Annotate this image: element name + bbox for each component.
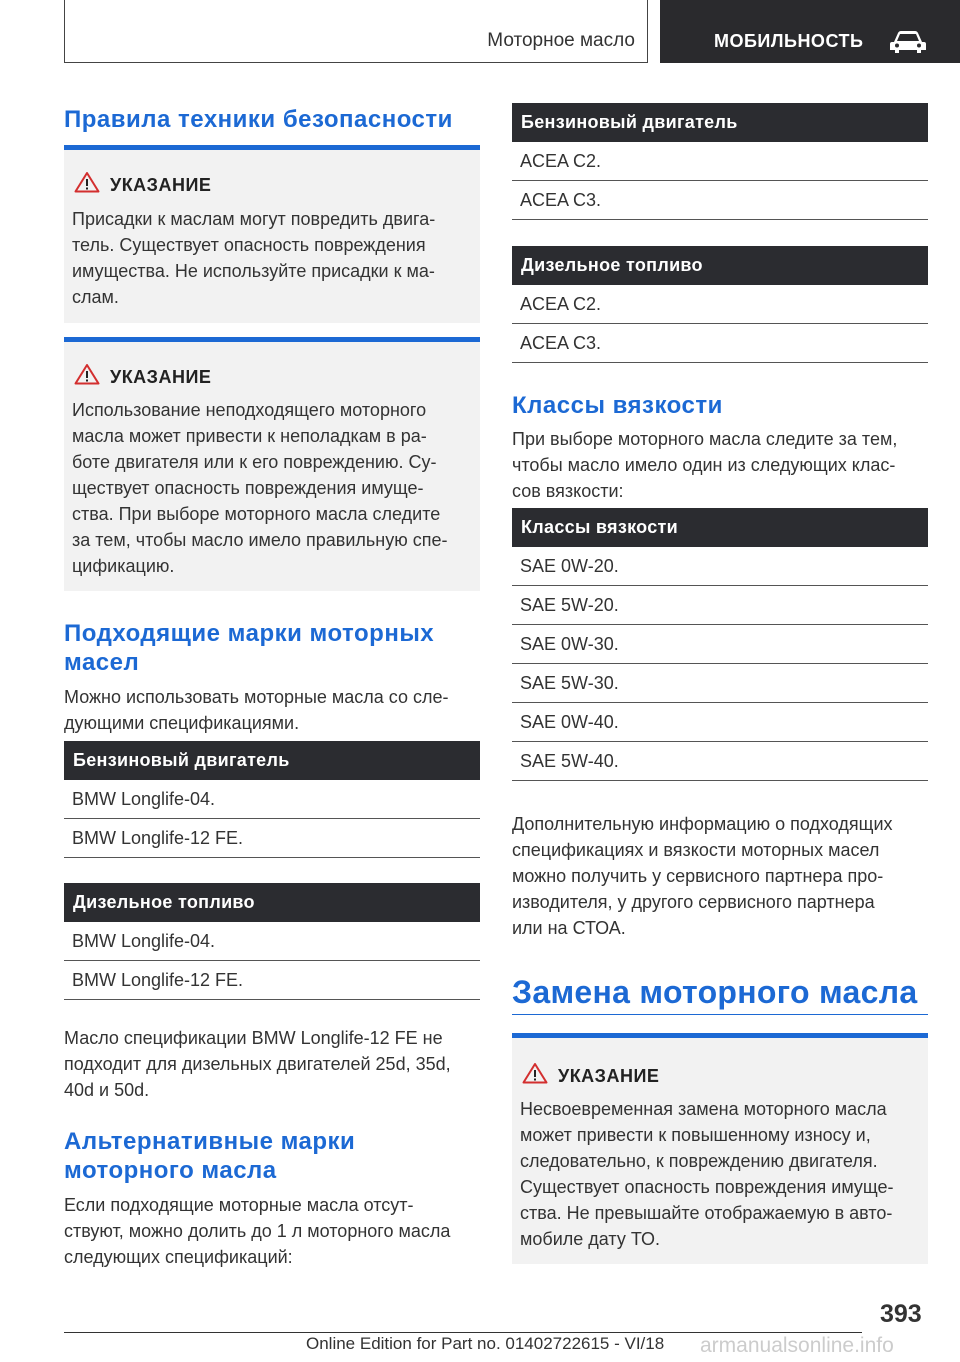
paragraph-more-info: [512, 811, 893, 941]
table-row: SAE 5W-20.: [512, 586, 928, 625]
table-row: SAE 0W-40.: [512, 703, 928, 742]
text-line: сов вязкости:: [512, 481, 624, 501]
table-row: SAE 5W-40.: [512, 742, 928, 781]
warning-line: Присадки к маслам могут повредить двига-: [72, 209, 436, 229]
text-line: ствуют, можно долить до 1 л моторного масла: [64, 1221, 451, 1241]
warning-line: имущества. Не используйте присадки к ма-: [72, 261, 435, 281]
warning-line: Несвоевременная замена моторного масла: [520, 1099, 887, 1119]
table-viscosity: [512, 508, 928, 781]
text-line: Масло спецификации BMW Longlife-12 FE не: [64, 1028, 443, 1048]
footer-rule: [64, 1332, 862, 1333]
table-header: Классы вязкости: [512, 508, 928, 547]
text-line: подходит для дизельных двигателей 25d, 35d,: [64, 1054, 451, 1074]
warning-line: масла может привести к неполадкам в ра-: [72, 426, 427, 446]
table-header: Дизельное топливо: [512, 246, 928, 285]
section-title-suitable-oils: [64, 619, 434, 677]
warning-title: УКАЗАНИЕ: [110, 367, 212, 387]
warning-line: ства. Не превышайте отображаемую в авто-: [520, 1203, 893, 1223]
warning-line: Существует опасность повреждения имуще-: [520, 1177, 894, 1197]
table-row: SAE 0W-20.: [512, 547, 928, 586]
title-line: моторного масла: [64, 1157, 277, 1184]
section-title-viscosity: Классы вязкости: [512, 392, 723, 419]
header-chapter-box: [660, 0, 960, 63]
table-petrol-bmw: [64, 741, 480, 858]
warning-box-oil-choice: [64, 342, 480, 591]
table-row: BMW Longlife-04.: [64, 922, 480, 961]
title-line: Подходящие марки моторных: [64, 620, 435, 647]
warning-box-additives: [64, 150, 480, 323]
warning-text: [72, 206, 435, 310]
table-row: BMW Longlife-04.: [64, 780, 480, 819]
paragraph-alternative-oils: [64, 1192, 450, 1270]
table-header: Бензиновый двигатель: [64, 741, 480, 780]
paragraph-suitable-oils: [64, 684, 449, 736]
section-title-safety: Правила техники безопасности: [64, 106, 453, 133]
warning-line: ществует опасность повреждения имуще-: [72, 478, 424, 498]
chapter-title-oil-change: Замена моторного масла: [512, 974, 918, 1010]
text-line: Дополнительную информацию о подходящих: [512, 814, 893, 834]
warning-line: ства. При выборе моторного масла следите: [72, 504, 441, 524]
table-row: SAE 0W-30.: [512, 625, 928, 664]
warning-title: УКАЗАНИЕ: [558, 1066, 660, 1086]
car-icon: [888, 28, 928, 56]
warning-box-oil-change: [512, 1038, 928, 1264]
warning-line: мобиле дату ТО.: [520, 1229, 661, 1249]
warning-triangle-icon: [74, 171, 100, 193]
header-section-title: Моторное масло: [487, 30, 635, 51]
text-line: Можно использовать моторные масла со сле-: [64, 687, 449, 707]
text-line: чтобы масло имело один из следующих клас-: [512, 455, 896, 475]
warning-line: цификацию.: [72, 556, 175, 576]
table-row: BMW Longlife-12 FE.: [64, 961, 480, 1000]
table-header: Дизельное топливо: [64, 883, 480, 922]
warning-text: [520, 1096, 894, 1252]
table-row: ACEA C2.: [512, 142, 928, 181]
warning-line: слам.: [72, 287, 119, 307]
table-row: ACEA C2.: [512, 285, 928, 324]
table-diesel-acea: [512, 246, 928, 363]
warning-text: [72, 397, 448, 579]
table-row: BMW Longlife-12 FE.: [64, 819, 480, 858]
table-row: SAE 5W-30.: [512, 664, 928, 703]
text-line: или на СТОА.: [512, 918, 626, 938]
title-line: Альтернативные марки: [64, 1128, 356, 1155]
warning-triangle-icon: [522, 1062, 548, 1084]
text-line: При выборе моторного масла следите за тем,: [512, 429, 898, 449]
text-line: изводителя, у другого сервисного партнера: [512, 892, 875, 912]
text-line: 40d и 50d.: [64, 1080, 150, 1100]
warning-line: за тем, чтобы масло имело правильную спе-: [72, 530, 448, 550]
warning-triangle-icon: [74, 363, 100, 385]
text-line: дующими спецификациями.: [64, 713, 300, 733]
header-section-box: [64, 0, 648, 63]
text-line: Если подходящие моторные масла отсут-: [64, 1195, 414, 1215]
paragraph-longlife-note: [64, 1025, 451, 1103]
text-line: спецификациях и вязкости моторных масел: [512, 840, 880, 860]
table-header: Бензиновый двигатель: [512, 103, 928, 142]
warning-line: Использование неподходящего моторного: [72, 400, 427, 420]
header-chapter-title: МОБИЛЬНОСТЬ: [714, 31, 864, 51]
title-line: масел: [64, 649, 140, 676]
warning-line: следовательно, к повреждению двигателя.: [520, 1151, 878, 1171]
table-diesel-bmw: [64, 883, 480, 1000]
warning-title: УКАЗАНИЕ: [110, 175, 212, 195]
page-number: 393: [880, 1300, 922, 1328]
section-title-alternative-oils: [64, 1127, 355, 1185]
warning-line: боте двигателя или к его повреждению. Су-: [72, 452, 437, 472]
text-line: следующих спецификаций:: [64, 1247, 293, 1267]
table-row: ACEA C3.: [512, 181, 928, 220]
footer-edition: Online Edition for Part no. 01402722615 - VI/18: [306, 1334, 665, 1353]
warning-line: тель. Существует опасность повреждения: [72, 235, 426, 255]
title-underline: [512, 1014, 928, 1015]
table-petrol-acea: [512, 103, 928, 220]
warning-line: может привести к повышенному износу и,: [520, 1125, 871, 1145]
table-row: ACEA C3.: [512, 324, 928, 363]
paragraph-viscosity: [512, 426, 897, 504]
footer-watermark: armanualsonline.info: [700, 1334, 894, 1357]
text-line: можно получить у сервисного партнера про-: [512, 866, 884, 886]
